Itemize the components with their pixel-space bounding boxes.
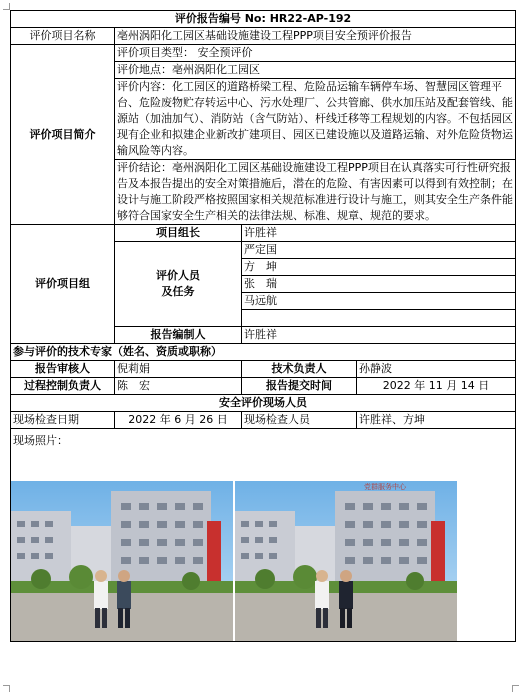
team-member-empty bbox=[242, 310, 516, 327]
site-photos-cell bbox=[11, 429, 516, 642]
reviewer-label: 报告审核人 bbox=[11, 361, 115, 378]
team-member: 严定国 bbox=[242, 242, 516, 259]
corner-mark-bottom-left bbox=[3, 685, 10, 692]
project-location: 评价地点：亳州涡阳化工园区 bbox=[115, 62, 516, 79]
site-personnel-title: 安全评价现场人员 bbox=[11, 395, 516, 412]
team-members-label bbox=[115, 242, 242, 327]
project-content: 评价内容：化工园区的道路桥梁工程、危险品运输车辆停车场、智慧园区管理平台、危险废物贮存转运中心、污水处理厂、公共管廊、供水加压站及配套管线、能源站（加油加气）、消防站（含气防站）、杆线迁移等工程规划的内容。不包括园区现有企业和拟建企业新改扩建项目、园区已建设施以及道路运输、对外危险货物运输风险等内容。 bbox=[115, 79, 516, 160]
site-people-label: 现场检查人员 bbox=[242, 412, 357, 429]
site-photos-label: 现场照片： bbox=[13, 434, 68, 447]
team-member: 方 坤 bbox=[242, 259, 516, 276]
report-number: 评价报告编号 No: HR22-AP-192 bbox=[11, 11, 516, 28]
experts-label: 参与评价的技术专家（姓名、资质或职称） bbox=[11, 344, 516, 361]
process-control: 陈 宏 bbox=[115, 378, 242, 395]
project-summary-label: 评价项目简介 bbox=[11, 45, 115, 225]
team-members-label-line-2: 及任务 bbox=[161, 285, 195, 298]
team-leader: 许胜祥 bbox=[242, 225, 516, 242]
site-date: 2022 年 6 月 26 日 bbox=[115, 412, 242, 429]
team-members-label-line-1: 评价人员 bbox=[156, 269, 200, 282]
team-label: 评价项目组 bbox=[11, 225, 115, 344]
team-leader-label: 项目组长 bbox=[115, 225, 242, 242]
process-control-label: 过程控制负责人 bbox=[11, 378, 115, 395]
project-type: 评价项目类型： 安全预评价 bbox=[115, 45, 516, 62]
submit-time: 2022 年 11 月 14 日 bbox=[357, 378, 516, 395]
project-conclusion: 评价结论：亳州涡阳化工园区基础设施建设工程PPP项目在认真落实可行性研究报告及本报告提出的安全对策措施后，潜在的危险、有害因素可以得到有效控制；在设计与施工阶段严格按照国家相关规范标准进行设计与施工，则其安全生产条件能够符合国家安全生产相关的法律法规、标准、规章、规范的要求。 bbox=[115, 160, 516, 225]
project-name-value: 亳州涡阳化工园区基础设施建设工程PPP项目安全预评价报告 bbox=[115, 28, 516, 45]
team-member: 马远航 bbox=[242, 293, 516, 310]
site-photo-2 bbox=[235, 481, 457, 642]
compiler-label: 报告编制人 bbox=[115, 327, 242, 344]
tech-lead-label: 技术负责人 bbox=[242, 361, 357, 378]
tech-lead: 孙静波 bbox=[357, 361, 516, 378]
corner-mark-top-left bbox=[3, 3, 10, 10]
reviewer: 倪莉娟 bbox=[115, 361, 242, 378]
corner-mark-bottom-right bbox=[512, 685, 519, 692]
compiler: 许胜祥 bbox=[242, 327, 516, 344]
site-date-label: 现场检查日期 bbox=[11, 412, 115, 429]
project-name-label: 评价项目名称 bbox=[11, 28, 115, 45]
site-people: 许胜祥、方坤 bbox=[357, 412, 516, 429]
team-member: 张 瑞 bbox=[242, 276, 516, 293]
building-sign-text: 党群服务中心 bbox=[364, 483, 406, 491]
evaluation-report-table bbox=[10, 10, 516, 642]
submit-time-label: 报告提交时间 bbox=[242, 378, 357, 395]
site-photo-1 bbox=[11, 481, 233, 642]
